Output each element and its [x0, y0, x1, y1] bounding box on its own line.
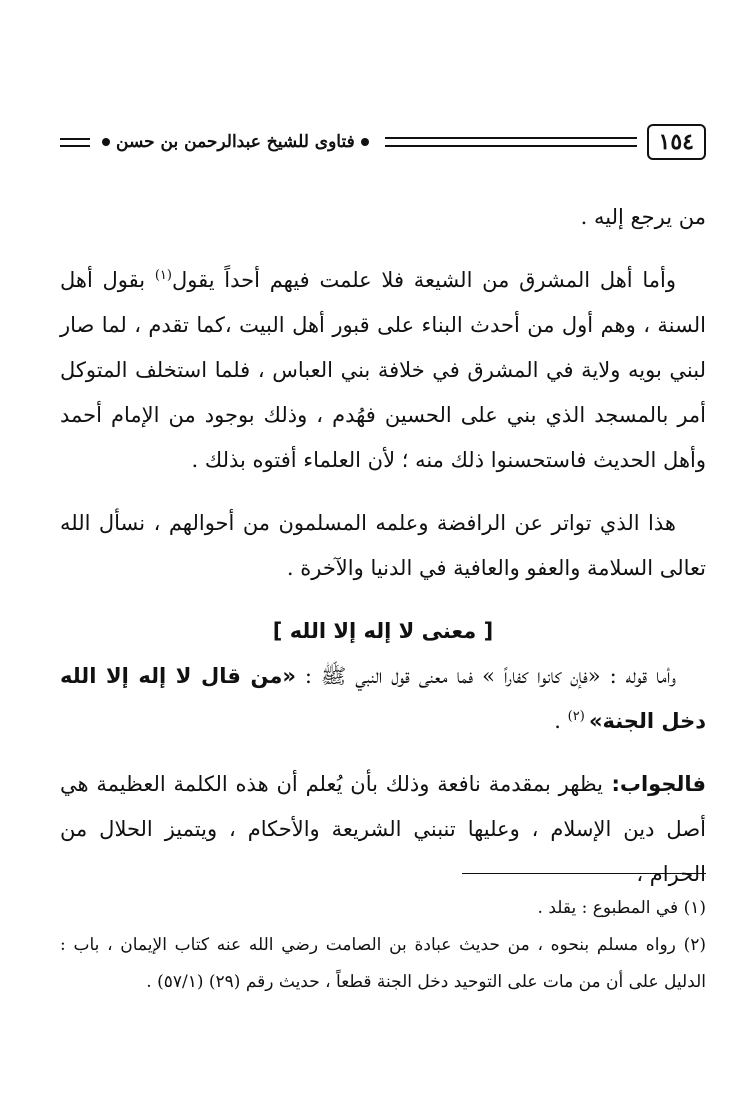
paragraph-4: [60, 654, 706, 744]
footnote-divider: [462, 873, 706, 874]
running-header: [60, 120, 706, 164]
paragraph-3: هذا الذي تواتر عن الرافضة وعلمه المسلمون من أحوالهم ، نسأل الله تعالى السلامة والعفو والعافية في الدنيا والآخرة .: [60, 511, 706, 580]
paragraph-1: من يرجع إليه .: [580, 205, 706, 229]
paragraph-5: [60, 762, 706, 897]
page-number: ١٥٤: [647, 124, 706, 160]
paragraph-4-end: .: [554, 709, 568, 733]
footnote-ref-1[interactable]: (١): [154, 268, 172, 283]
header-rule: [385, 137, 637, 147]
bullet-dot-left: [102, 138, 110, 146]
paragraph-5-text: يظهر بمقدمة نافعة وذلك بأن يُعلم أن هذه الكلمة العظيمة هي أصل دين الإسلام ، وعليها تنبني الشريعة والأحكام ، ويتميز الحلال من الحرام ،: [60, 772, 706, 886]
footnote-1: (١) في المطبوع : يقلد .: [537, 898, 706, 918]
section-heading: [ معنى لا إله إلا الله ]: [272, 619, 494, 643]
page-body: [60, 195, 706, 897]
footnotes: [60, 890, 706, 1001]
running-title: فتاوى للشيخ عبدالرحمن بن حسن: [116, 132, 355, 152]
hadith-quote: «من قال لا إله إلا الله دخل الجنة»: [60, 664, 706, 733]
footnote-2: (٢) رواه مسلم بنحوه ، من حديث عبادة بن الصامت رضي الله عنه كتاب الإيمان ، باب : الدليل على أن من مات على التوحيد دخل الجنة قطعاً ، حديث رقم (٢٩) (٥٧/١) .: [60, 935, 706, 992]
paragraph-4-text-a: وأما قوله : «فإن كانوا كفاراً » فما معنى قول النبي ﷺ :: [295, 664, 677, 688]
answer-label: فالجواب:: [603, 772, 706, 796]
bullet-dot-right: [361, 138, 369, 146]
paragraph-2-text-a: وأما أهل المشرق من الشيعة فلا علمت فيهم أحداً يقول: [171, 268, 676, 292]
paragraph-2: [60, 258, 706, 483]
footnote-ref-2[interactable]: (٢): [567, 709, 589, 724]
paragraph-2-text-b: بقول أهل السنة ، وهم أول من أحدث البناء على قبور أهل البيت ،كما تقدم ، لما صار لبني بويه ولاية في المشرق في خلافة بني العباس ، فلما استخلف المتوكل أمر بالمسجد الذي بني على الحسين فهُدم ، وذلك بوجود من الإمام أحمد وأهل الحديث فاستحسنوا ذلك منه ؛ لأن العلماء أفتوه بذلك .: [60, 268, 706, 472]
header-rule-short: [60, 138, 90, 147]
